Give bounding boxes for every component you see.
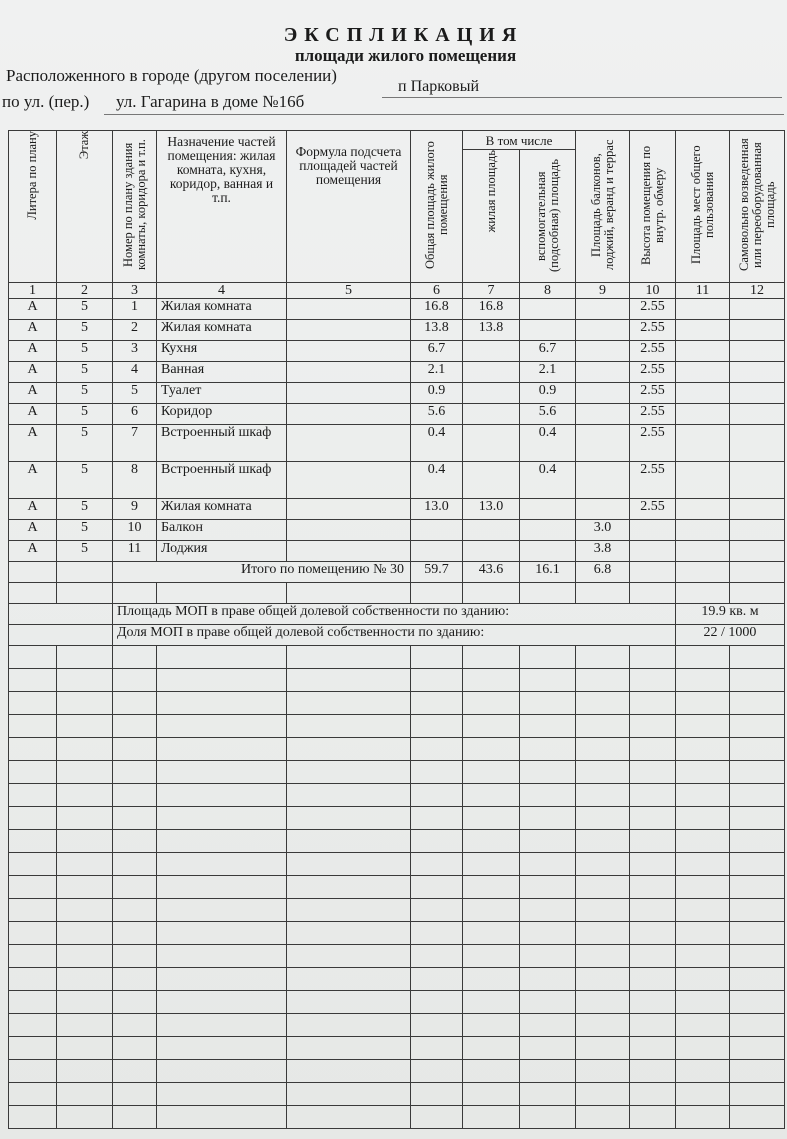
empty-rows: [9, 646, 785, 1129]
col-header-unauthorized: Самовольно возведенная или переоборудованная площадь: [730, 131, 785, 283]
row-living: 13.8: [463, 320, 520, 341]
row-aux: 0.4: [520, 425, 576, 462]
row-height: 2.55: [630, 462, 676, 499]
row-name: Жилая комната: [157, 499, 287, 520]
row-number: 8: [113, 462, 157, 499]
row-floor: 5: [57, 462, 113, 499]
row-total: 0.4: [411, 425, 463, 462]
row-living: [463, 341, 520, 362]
doc-subtitle: площади жилого помещения: [294, 46, 517, 65]
totals-row: [9, 562, 785, 583]
row-aux: 5.6: [520, 404, 576, 425]
row-number: 2: [113, 320, 157, 341]
col-header-auxiliary: вспомогательная (подсобная) площадь: [520, 150, 576, 283]
row-height: 2.55: [630, 404, 676, 425]
row-name: Кухня: [157, 341, 287, 362]
empty-row: [9, 853, 785, 876]
row-aux: [520, 320, 576, 341]
street-label: по ул. (пер.): [2, 92, 90, 111]
row-floor: 5: [57, 320, 113, 341]
totals-living: 43.6: [463, 562, 520, 583]
row-number: 10: [113, 520, 157, 541]
table-row: [9, 425, 785, 462]
row-living: [463, 425, 520, 462]
row-total: [411, 541, 463, 562]
row-litera: А: [9, 541, 57, 562]
row-balcony: [576, 362, 630, 383]
col-header-height: Высота помещения по внутр. обмеру: [630, 131, 676, 283]
row-litera: А: [9, 383, 57, 404]
row-total: 16.8: [411, 299, 463, 320]
row-number: 1: [113, 299, 157, 320]
row-name: Лоджия: [157, 541, 287, 562]
row-living: [463, 520, 520, 541]
row-total: 5.6: [411, 404, 463, 425]
row-name: Коридор: [157, 404, 287, 425]
table-row: [9, 462, 785, 499]
location-label: Расположенного в городе (другом поселении): [6, 66, 337, 85]
row-balcony: [576, 299, 630, 320]
row-aux: 0.9: [520, 383, 576, 404]
row-total: [411, 520, 463, 541]
totals-total: 59.7: [411, 562, 463, 583]
location-underline: [382, 97, 782, 98]
row-living: [463, 541, 520, 562]
row-balcony: [576, 404, 630, 425]
mop-area-label: Площадь МОП в праве общей долевой собственности по зданию:: [113, 604, 676, 625]
empty-row: [9, 1106, 785, 1129]
mop-share-value: 22 / 1000: [676, 625, 785, 646]
blank-row: [9, 583, 785, 604]
row-balcony: [576, 383, 630, 404]
row-name: Жилая комната: [157, 299, 287, 320]
empty-row: [9, 784, 785, 807]
row-floor: 5: [57, 541, 113, 562]
mop-share-label: Доля МОП в праве общей долевой собственности по зданию:: [113, 625, 676, 646]
row-number: 5: [113, 383, 157, 404]
empty-row: [9, 1037, 785, 1060]
row-height: 2.55: [630, 383, 676, 404]
row-name: Встроенный шкаф: [157, 425, 287, 462]
empty-row: [9, 991, 785, 1014]
row-living: [463, 462, 520, 499]
mop-area-value: 19.9 кв. м: [676, 604, 785, 625]
mop-area-row: [9, 604, 785, 625]
row-number: 7: [113, 425, 157, 462]
row-number: 4: [113, 362, 157, 383]
row-height: 2.55: [630, 299, 676, 320]
row-height: 2.55: [630, 362, 676, 383]
row-balcony: 3.0: [576, 520, 630, 541]
empty-row: [9, 669, 785, 692]
empty-row: [9, 830, 785, 853]
totals-label: Итого по помещению № 30: [113, 562, 411, 583]
row-number: 9: [113, 499, 157, 520]
col-header-litera: Литера по плану: [9, 131, 57, 283]
row-balcony: [576, 320, 630, 341]
empty-row: [9, 1014, 785, 1037]
row-litera: А: [9, 425, 57, 462]
mop-share-row: [9, 625, 785, 646]
row-floor: 5: [57, 383, 113, 404]
empty-row: [9, 761, 785, 784]
row-name: Ванная: [157, 362, 287, 383]
empty-row: [9, 646, 785, 669]
row-litera: А: [9, 362, 57, 383]
row-balcony: [576, 341, 630, 362]
row-floor: 5: [57, 520, 113, 541]
row-balcony: [576, 425, 630, 462]
empty-row: [9, 899, 785, 922]
row-total: 2.1: [411, 362, 463, 383]
explication-table: [8, 130, 785, 1129]
col-header-purpose: Назначение частей помещения: жилая комната, кухня, коридор, ванная и т.п.: [157, 131, 287, 283]
empty-row: [9, 738, 785, 761]
row-total: 13.0: [411, 499, 463, 520]
row-floor: 5: [57, 499, 113, 520]
row-living: [463, 383, 520, 404]
col-header-total-area: Общая площадь жилого помещения: [411, 131, 463, 283]
column-numbers-row: 1 2 3 4 5 6 7 8 9 10 11 12: [9, 283, 785, 299]
row-total: 13.8: [411, 320, 463, 341]
table-row: [9, 299, 785, 320]
empty-row: [9, 922, 785, 945]
row-litera: А: [9, 499, 57, 520]
empty-row: [9, 968, 785, 991]
row-height: 2.55: [630, 425, 676, 462]
row-balcony: [576, 499, 630, 520]
table-row: [9, 541, 785, 562]
totals-balcony: 6.8: [576, 562, 630, 583]
table-row: [9, 341, 785, 362]
table-row: [9, 362, 785, 383]
row-living: 13.0: [463, 499, 520, 520]
row-height: 2.55: [630, 341, 676, 362]
row-height: 2.55: [630, 320, 676, 341]
table-row: [9, 499, 785, 520]
street-value: ул. Гагарина в доме №16б: [116, 92, 305, 111]
row-aux: [520, 541, 576, 562]
col-header-group: В том числе: [463, 131, 576, 150]
table-row: [9, 383, 785, 404]
data-rows: [9, 299, 785, 562]
col-header-living: жилая площадь: [463, 150, 520, 283]
row-floor: 5: [57, 362, 113, 383]
empty-row: [9, 1083, 785, 1106]
row-number: 11: [113, 541, 157, 562]
empty-row: [9, 876, 785, 899]
row-living: [463, 404, 520, 425]
empty-row: [9, 807, 785, 830]
col-header-number: Номер по плану здания комнаты, коридора и т.п.: [113, 131, 157, 283]
row-total: 6.7: [411, 341, 463, 362]
row-name: Встроенный шкаф: [157, 462, 287, 499]
col-header-floor: Этаж: [57, 131, 113, 283]
row-litera: А: [9, 341, 57, 362]
row-aux: [520, 520, 576, 541]
row-floor: 5: [57, 341, 113, 362]
table-row: [9, 404, 785, 425]
empty-row: [9, 945, 785, 968]
row-aux: 0.4: [520, 462, 576, 499]
row-name: Туалет: [157, 383, 287, 404]
street-underline: [104, 114, 784, 115]
row-aux: 2.1: [520, 362, 576, 383]
row-number: 6: [113, 404, 157, 425]
row-number: 3: [113, 341, 157, 362]
col-header-formula: Формула подсчета площадей частей помещения: [287, 131, 411, 283]
row-litera: А: [9, 299, 57, 320]
row-aux: [520, 299, 576, 320]
col-header-common: Площадь мест общего пользования: [676, 131, 730, 283]
row-name: Жилая комната: [157, 320, 287, 341]
row-height: [630, 541, 676, 562]
row-total: 0.4: [411, 462, 463, 499]
doc-title: ЭКСПЛИКАЦИЯ: [283, 24, 524, 46]
row-living: [463, 362, 520, 383]
row-aux: 6.7: [520, 341, 576, 362]
row-height: 2.55: [630, 499, 676, 520]
row-litera: А: [9, 462, 57, 499]
row-total: 0.9: [411, 383, 463, 404]
totals-aux: 16.1: [520, 562, 576, 583]
row-litera: А: [9, 320, 57, 341]
row-height: [630, 520, 676, 541]
row-balcony: [576, 462, 630, 499]
row-balcony: 3.8: [576, 541, 630, 562]
table-row: [9, 520, 785, 541]
location-value: п Парковый: [398, 78, 480, 95]
table-row: [9, 320, 785, 341]
row-floor: 5: [57, 299, 113, 320]
col-header-balcony: Площадь балконов, лоджий, веранд и террас: [576, 131, 630, 283]
empty-row: [9, 715, 785, 738]
row-floor: 5: [57, 425, 113, 462]
row-living: 16.8: [463, 299, 520, 320]
row-aux: [520, 499, 576, 520]
row-floor: 5: [57, 404, 113, 425]
row-litera: А: [9, 520, 57, 541]
row-name: Балкон: [157, 520, 287, 541]
row-litera: А: [9, 404, 57, 425]
empty-row: [9, 1060, 785, 1083]
empty-row: [9, 692, 785, 715]
